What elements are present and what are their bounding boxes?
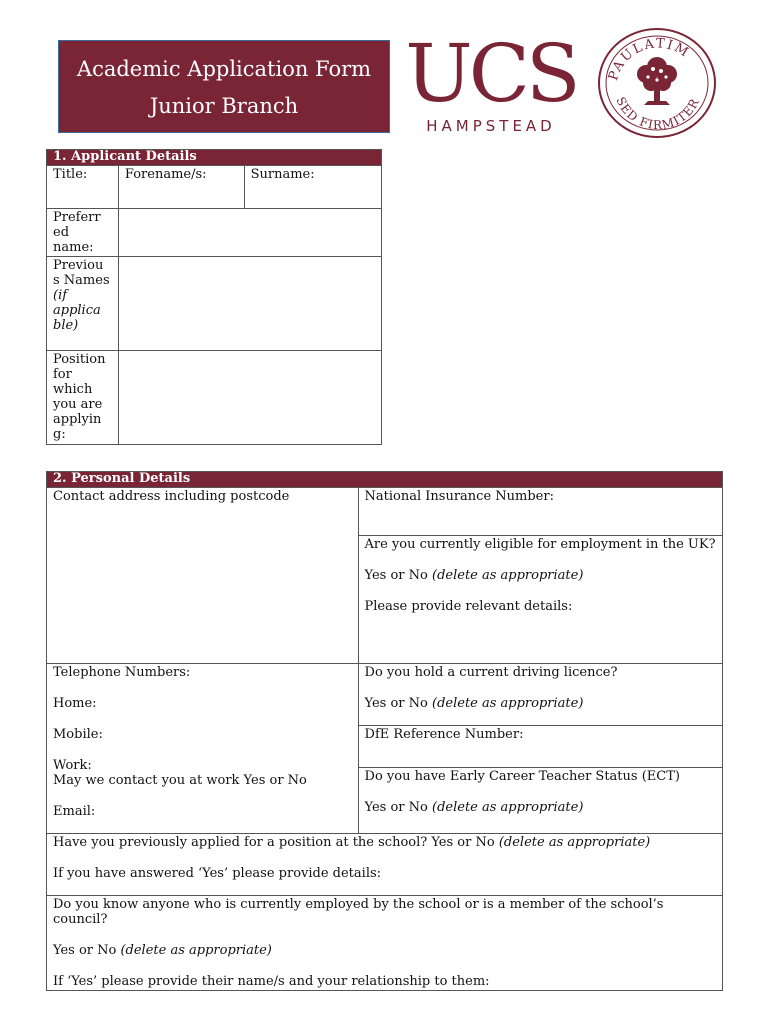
contact-address-label: Contact address including postcode bbox=[53, 489, 290, 504]
title-field[interactable] bbox=[47, 166, 119, 209]
form-title-box bbox=[58, 40, 390, 133]
previous-names-label: Previou s Names bbox=[53, 258, 110, 288]
dfe-reference-field[interactable] bbox=[358, 726, 722, 768]
form-title: Academic Application Form bbox=[76, 57, 372, 81]
svg-text:PAULATIM: PAULATIM bbox=[606, 36, 693, 83]
ucs-logo-subtext: HAMPSTEAD bbox=[426, 117, 556, 135]
telephone-field[interactable] bbox=[47, 664, 359, 834]
section-heading-personal-details: 2. Personal Details bbox=[47, 472, 723, 488]
work-phone-label: Work: bbox=[53, 758, 92, 773]
ucs-logo bbox=[405, 27, 577, 137]
ect-answer: Yes or No (delete as appropriate) bbox=[364, 800, 584, 815]
previous-names-note: (if applica ble) bbox=[53, 288, 101, 333]
position-field[interactable] bbox=[118, 351, 381, 445]
form-subtitle: Junior Branch bbox=[149, 94, 299, 118]
mobile-phone-label: Mobile: bbox=[53, 727, 103, 742]
position-label: Position for which you are applyin g: bbox=[47, 351, 119, 445]
applicant-details-table bbox=[46, 149, 382, 445]
preferred-name-label: Preferr ed name: bbox=[47, 209, 119, 257]
forename-field[interactable] bbox=[118, 166, 244, 209]
previous-names-field[interactable] bbox=[118, 257, 381, 351]
telephone-label: Telephone Numbers: bbox=[53, 665, 191, 680]
surname-label: Surname: bbox=[250, 167, 315, 182]
home-phone-label: Home: bbox=[53, 696, 97, 711]
eligibility-details-label: Please provide relevant details: bbox=[364, 599, 573, 614]
forename-label: Forename/s: bbox=[124, 167, 207, 182]
ect-field[interactable] bbox=[358, 768, 722, 834]
previous-application-details-label: If you have answered ‘Yes’ please provide details: bbox=[53, 866, 382, 881]
contact-at-work-label: May we contact you at work Yes or No bbox=[53, 773, 307, 788]
eligibility-field[interactable] bbox=[358, 536, 722, 664]
section-heading-applicant-details: 1. Applicant Details bbox=[47, 150, 382, 166]
eligibility-answer: Yes or No (delete as appropriate) bbox=[364, 568, 584, 583]
driving-licence-field[interactable] bbox=[358, 664, 722, 726]
personal-details-table bbox=[46, 471, 723, 991]
dfe-reference-label: DfE Reference Number: bbox=[364, 727, 524, 742]
svg-text:SED FIRMITER: SED FIRMITER bbox=[613, 94, 703, 133]
driving-licence-answer: Yes or No (delete as appropriate) bbox=[364, 696, 584, 711]
ucs-logo-text: UCS bbox=[405, 27, 577, 120]
previous-application-question: Have you previously applied for a position at the school? Yes or No (delete as appropriate) bbox=[53, 835, 651, 850]
contact-address-field[interactable] bbox=[47, 488, 359, 664]
surname-field[interactable] bbox=[244, 166, 381, 209]
school-seal-icon bbox=[596, 27, 718, 139]
email-label: Email: bbox=[53, 804, 96, 819]
known-staff-field[interactable] bbox=[47, 896, 723, 991]
ni-number-label: National Insurance Number: bbox=[364, 489, 554, 504]
preferred-name-field[interactable] bbox=[118, 209, 381, 257]
eligibility-question: Are you currently eligible for employment in the UK? bbox=[364, 537, 716, 552]
previous-names-cell bbox=[47, 257, 119, 351]
ect-question: Do you have Early Career Teacher Status (ECT) bbox=[364, 769, 680, 784]
ni-number-field[interactable] bbox=[358, 488, 722, 536]
driving-licence-question: Do you hold a current driving licence? bbox=[364, 665, 618, 680]
previous-application-field[interactable] bbox=[47, 834, 723, 896]
known-staff-answer: Yes or No (delete as appropriate) bbox=[53, 943, 272, 958]
title-label: Title: bbox=[53, 167, 88, 182]
known-staff-details-label: If ‘Yes’ please provide their name/s and your relationship to them: bbox=[53, 974, 490, 989]
known-staff-question: Do you know anyone who is currently employed by the school or is a member of the school’s council? bbox=[53, 897, 664, 927]
